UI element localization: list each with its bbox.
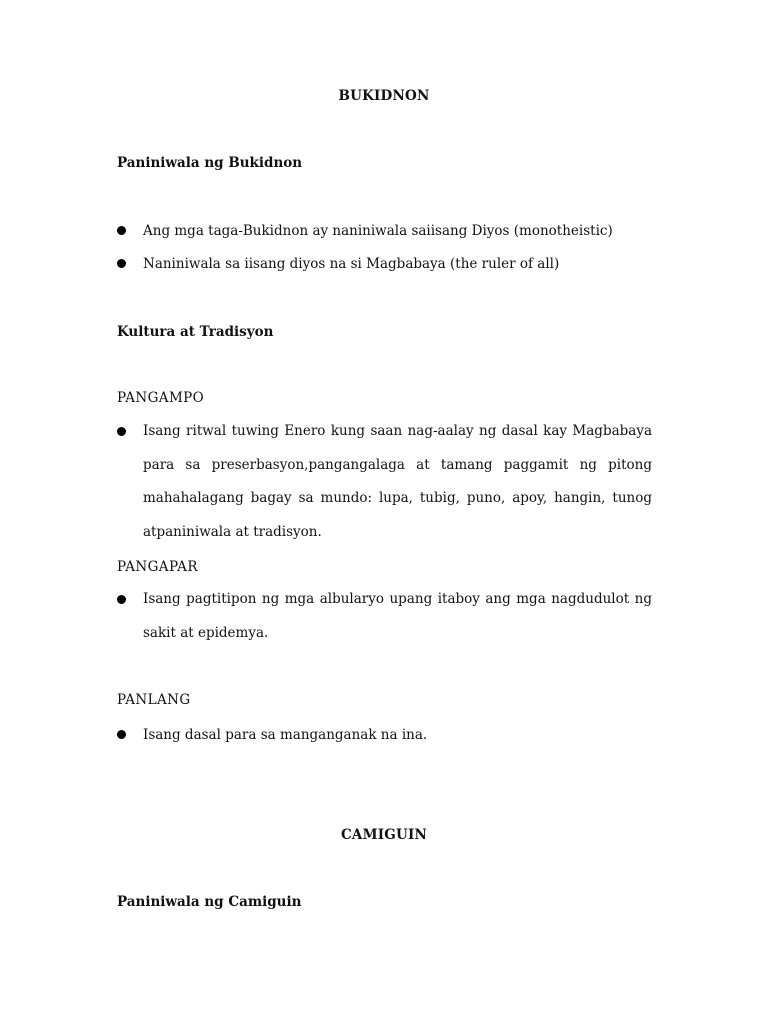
list-item — [117, 727, 652, 743]
list-item — [117, 256, 652, 272]
list-item-text: Naniniwala sa iisang diyos na si Magbabaya (the ruler of all) — [143, 256, 560, 272]
ritual-name-panlang: PANLANG — [117, 692, 191, 708]
list-item — [117, 415, 652, 549]
culture-heading: Kultura at Tradisyon — [117, 324, 274, 340]
beliefs-heading-camiguin: Paniniwala ng Camiguin — [117, 894, 302, 910]
section-title-camiguin: CAMIGUIN — [340, 827, 428, 843]
beliefs-heading-bukidnon: Paniniwala ng Bukidnon — [117, 155, 303, 171]
list-item-text: Isang pagtitipon ng mga albularyo upang itaboy ang mga nagdudulot ng sakit at epidemya. — [143, 591, 652, 641]
list-item-text: Ang mga taga-Bukidnon ay naniniwala saiisang Diyos (monotheistic) — [143, 223, 613, 239]
list-item-text: Isang ritwal tuwing Enero kung saan nag-aalay ng dasal kay Magbabaya para sa preserbasyon,pangangalaga at tamang paggamit ng pitong mahahalagang bagay sa mundo: lupa, tubig, puno, apoy, hangin, tunog atpaniniwala at tradisyon. — [143, 423, 652, 540]
bullet-icon — [117, 226, 126, 235]
ritual-name-pangampo: PANGAMPO — [117, 390, 205, 406]
section-title-bukidnon: BUKIDNON — [338, 88, 430, 104]
list-item — [117, 223, 652, 239]
bullet-icon — [117, 595, 126, 604]
list-item-text: Isang dasal para sa manganganak na ina. — [143, 727, 428, 743]
bullet-icon — [117, 427, 126, 436]
ritual-name-pangapar: PANGAPAR — [117, 559, 198, 575]
bullet-icon — [117, 259, 126, 268]
bullet-icon — [117, 730, 126, 739]
list-item — [117, 583, 652, 650]
